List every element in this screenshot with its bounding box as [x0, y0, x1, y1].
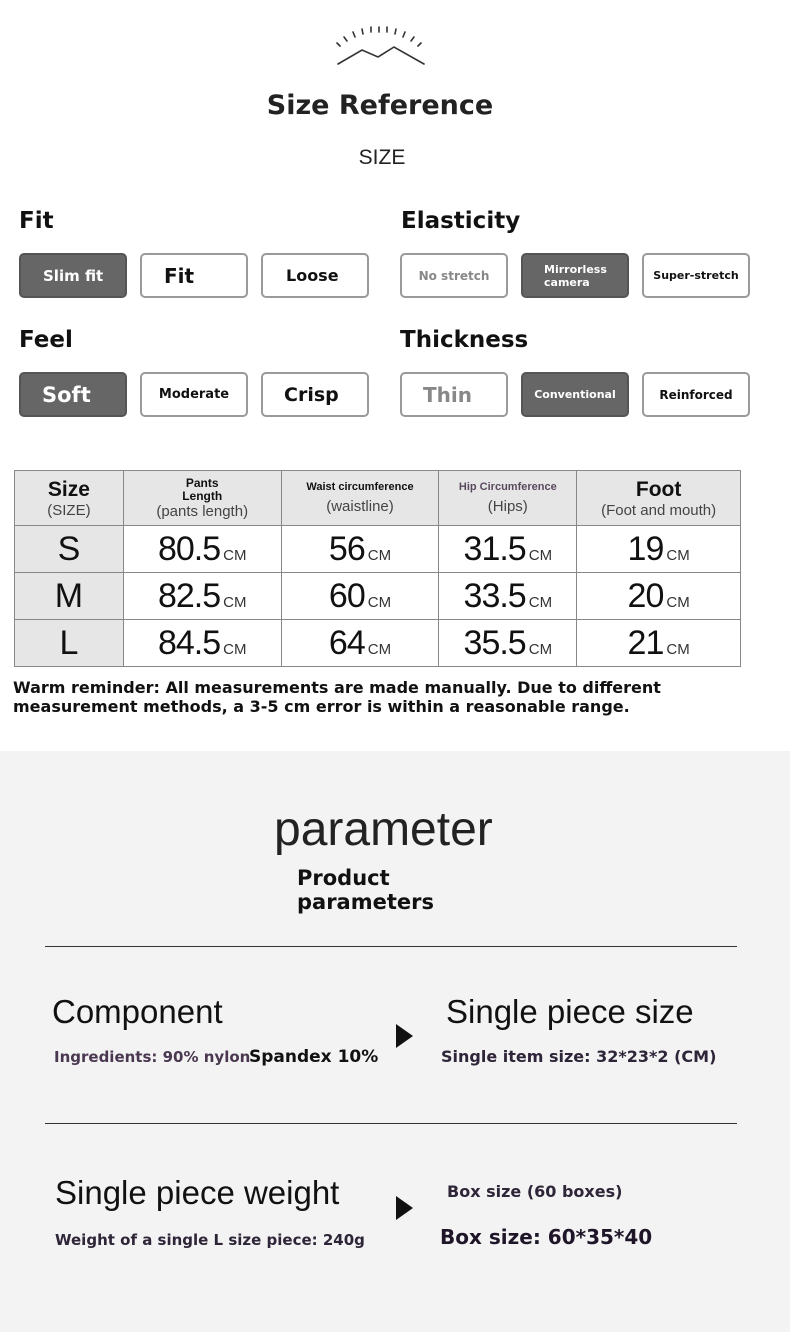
sunrise-mountain-icon	[334, 24, 428, 68]
elasticity-option-mirrorless-camera[interactable]: Mirrorless camera	[521, 253, 629, 298]
foot-cell: 21 CM	[577, 620, 741, 667]
page-subtitle: SIZE	[358, 146, 406, 169]
hip-cell: 35.5 CM	[439, 620, 577, 667]
header-size: Size (SIZE)	[15, 471, 124, 526]
table-row	[15, 526, 741, 573]
feel-option-moderate[interactable]: Moderate	[140, 372, 248, 417]
hip-cell: 33.5 CM	[439, 573, 577, 620]
component-label: Component	[52, 993, 223, 1030]
triangle-arrow-icon	[396, 1196, 413, 1220]
feel-option-soft[interactable]: Soft	[19, 372, 127, 417]
box-size-value: Box size: 60*35*40	[440, 1225, 653, 1249]
waist-cell: 64 CM	[281, 620, 439, 667]
page-title: Size Reference	[266, 90, 494, 121]
spandex-value: Spandex 10%	[249, 1047, 379, 1067]
parameter-title: parameter	[274, 803, 493, 856]
elasticity-option-no-stretch[interactable]: No stretch	[400, 253, 508, 298]
warm-reminder: Warm reminder: All measurements are made manually. Due to different measurement methods, a 3-5 cm error is within a reasonable range.	[13, 678, 661, 716]
table-row	[15, 620, 741, 667]
table-row	[15, 573, 741, 620]
foot-cell: 19 CM	[577, 526, 741, 573]
header-foot: Foot (Foot and mouth)	[577, 471, 741, 526]
pants-length-cell: 82.5 CM	[123, 573, 281, 620]
waist-cell: 56 CM	[281, 526, 439, 573]
fit-option-slim-fit[interactable]: Slim fit	[19, 253, 127, 298]
feel-option-crisp[interactable]: Crisp	[261, 372, 369, 417]
waist-cell: 60 CM	[281, 573, 439, 620]
piece-size-label: Single piece size	[446, 993, 694, 1030]
thickness-label: Thickness	[400, 327, 529, 353]
thickness-option-reinforced[interactable]: Reinforced	[642, 372, 750, 417]
feel-label: Feel	[19, 327, 73, 353]
divider	[45, 1123, 737, 1124]
header-hip: Hip Circumference (Hips)	[439, 471, 577, 526]
elasticity-label: Elasticity	[401, 208, 521, 234]
thickness-option-conventional[interactable]: Conventional	[521, 372, 629, 417]
pants-length-cell: 80.5 CM	[123, 526, 281, 573]
triangle-arrow-icon	[396, 1024, 413, 1048]
header-pants-length: Pants Length (pants length)	[123, 471, 281, 526]
fit-option-loose[interactable]: Loose	[261, 253, 369, 298]
fit-option-fit[interactable]: Fit	[140, 253, 248, 298]
ingredients-value: Ingredients: 90% nylon	[54, 1048, 251, 1066]
size-cell: L	[15, 620, 124, 667]
header-waist: Waist circumference (waistline)	[281, 471, 439, 526]
weight-label: Single piece weight	[55, 1174, 340, 1211]
size-table-header-row	[15, 471, 741, 526]
piece-size-value: Single item size: 32*23*2 (CM)	[441, 1047, 717, 1066]
thickness-option-thin[interactable]: Thin	[400, 372, 508, 417]
size-cell: S	[15, 526, 124, 573]
weight-value: Weight of a single L size piece: 240g	[55, 1231, 365, 1249]
elasticity-option-super-stretch[interactable]: Super-stretch	[642, 253, 750, 298]
parameter-subtitle: Product parameters	[297, 866, 434, 914]
size-cell: M	[15, 573, 124, 620]
foot-cell: 20 CM	[577, 573, 741, 620]
pants-length-cell: 84.5 CM	[123, 620, 281, 667]
hip-cell: 31.5 CM	[439, 526, 577, 573]
box-size-label: Box size (60 boxes)	[447, 1182, 623, 1201]
size-table	[14, 470, 741, 667]
fit-label: Fit	[19, 208, 54, 234]
divider	[45, 946, 737, 947]
